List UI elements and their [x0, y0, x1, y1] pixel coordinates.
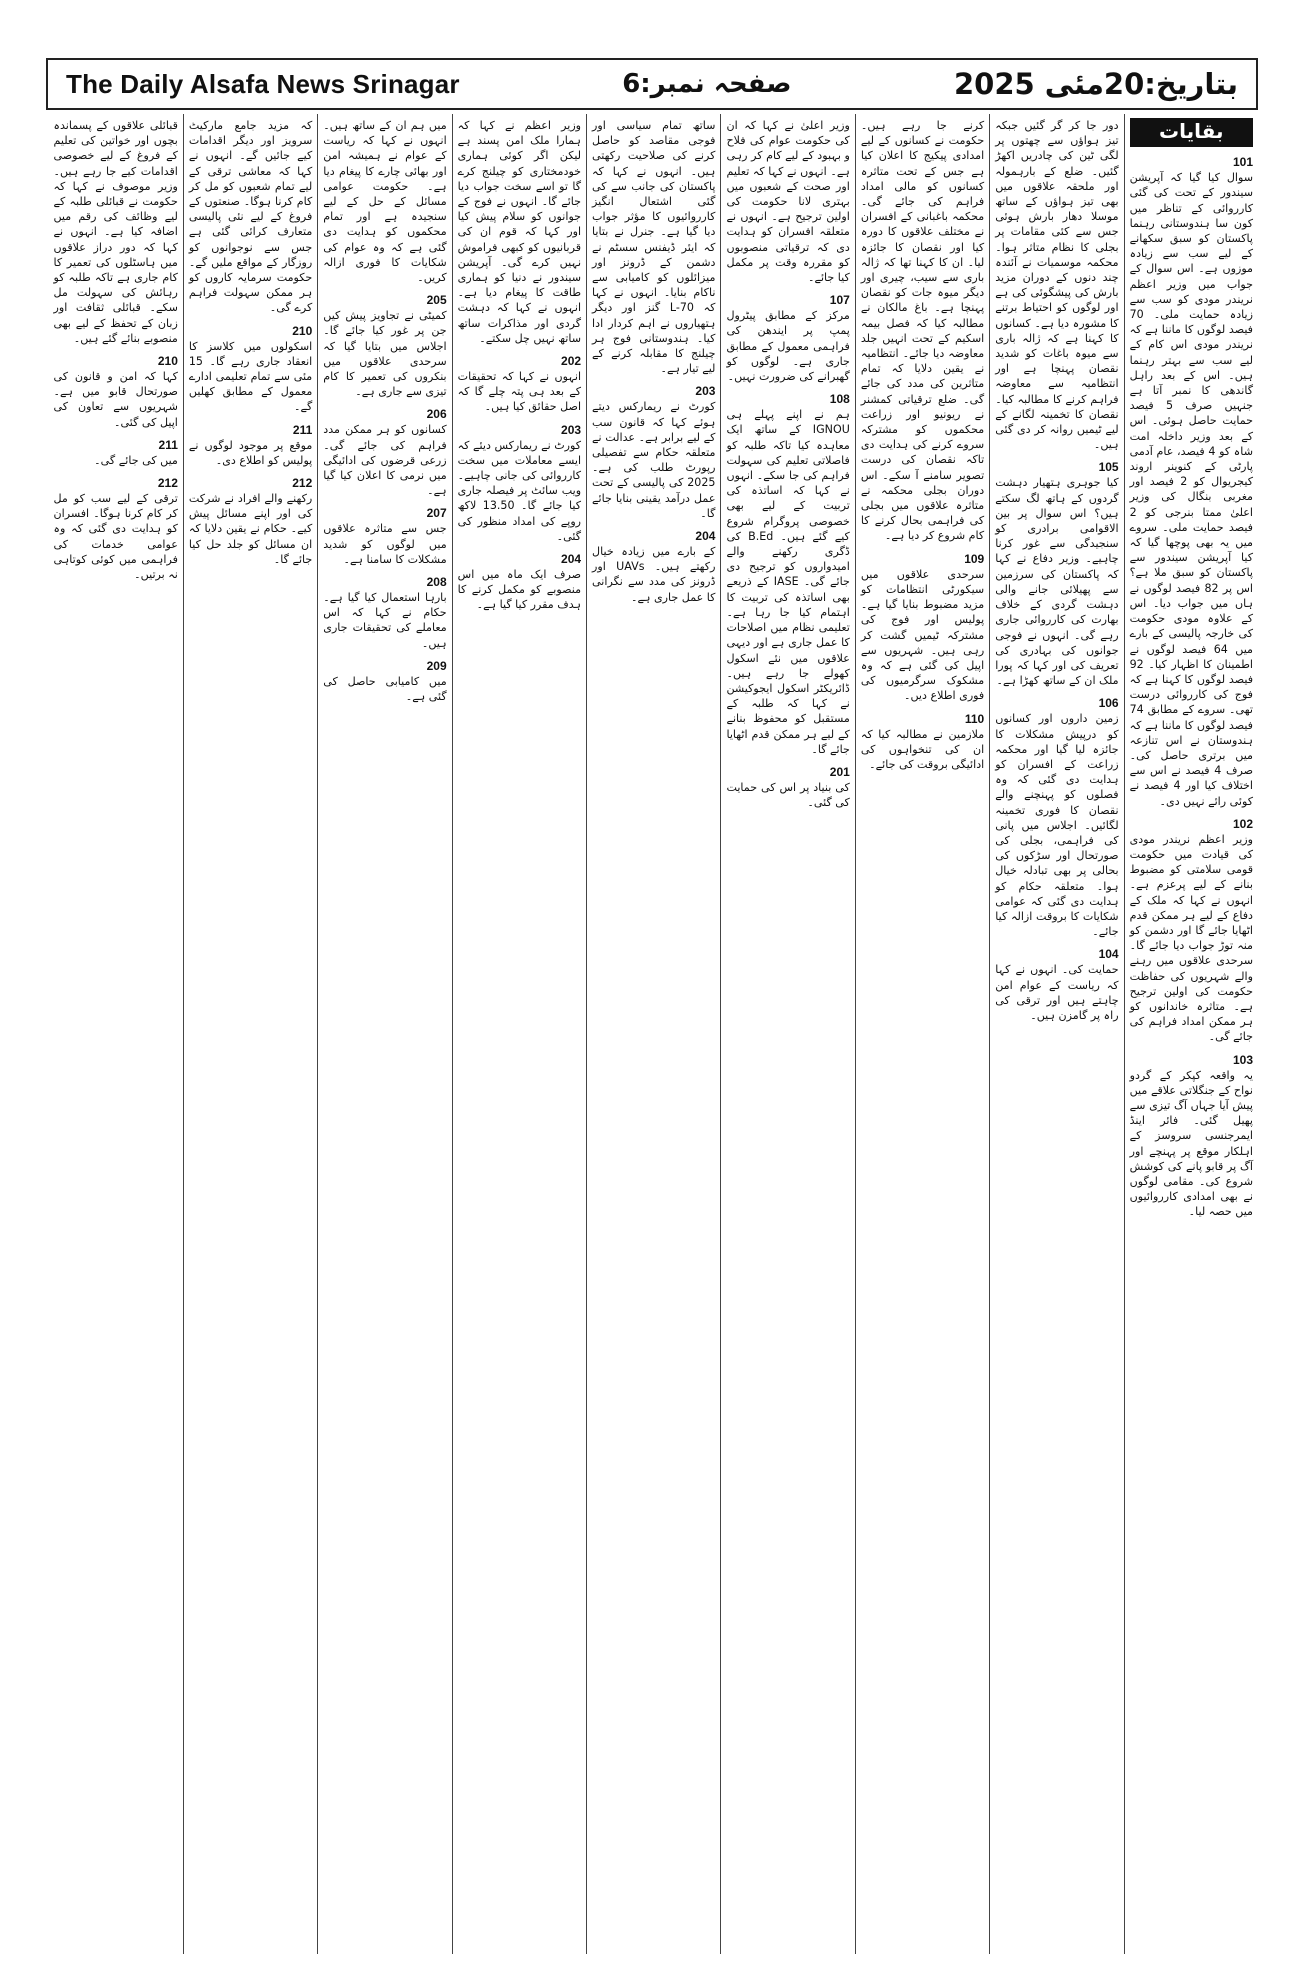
article-text: کہ مزید جامع مارکیٹ سرویز اور دیگر اقدامات کیے جائیں گے۔ انہوں نے کہا کہ معاشی ترقی کے لیے تمام شعبوں کو مل کر کام کرنا ہوگا۔ صنعتوں کے فروغ کے لیے نئی پالیسی متعارف کرائی گئی ہے جس سے نوجوانوں کو روزگار کے مواقع ملیں گے۔ حکومت سرمایہ کاروں کو ہر ممکن سہولت فراہم کرے گی۔ — [188, 119, 313, 315]
continuation-number: 211 — [292, 422, 313, 437]
article-text: کے بارے میں زیادہ خیال رکھتے ہیں۔ UAVs اور ڈرونز کی مدد سے نگرانی کا عمل جاری ہے۔ — [592, 545, 716, 604]
article-text: وزیر اعظم نے کہا کہ ہمارا ملک امن پسند ہے لیکن اگر کوئی ہماری خودمختاری کو چیلنج کرے گا تو اسے سخت جواب دیا جائے گا۔ انہوں نے فوج کے جوانوں کو سلام پیش کیا اور کہا کہ قوم ان کی قربانیوں کو کبھی فراموش نہیں کرے گی۔ آپریشن سیندور نے دنیا کو ہماری طاقت کا پیغام دیا ہے۔ انہوں نے کہا کہ دہشت گردی اور مذاکرات ساتھ ساتھ نہیں چل سکتے۔ — [457, 119, 582, 345]
continuation-number: 105 — [1098, 460, 1119, 475]
article-text: صرف ایک ماہ میں اس منصوبے کو مکمل کرنے کا ہدف مقرر کیا گیا ہے۔ — [457, 568, 582, 612]
article-text: بارہا استعمال کیا گیا ہے۔ حکام نے کہا کہ اس معاملے کی تحقیقات جاری ہیں۔ — [323, 591, 447, 650]
continuation-number: 109 — [964, 551, 985, 566]
newspaper-column — [855, 114, 989, 1954]
newspaper-column — [48, 114, 182, 1954]
article-text: اسکولوں میں کلاسز کا انعقاد جاری رہے گا۔ 15 مئی سے تمام تعلیمی ادارے معمول کے مطابق کھلیں گے۔ — [188, 339, 313, 414]
continuation-number: 108 — [829, 392, 850, 407]
article-text: کورٹ نے ریمارکس دیئے کہ ایسے معاملات میں سخت کارروائی کی جانی چاہیے۔ ویب سائٹ پر فیصلہ جاری کیا جائے گا۔ 13.50 لاکھ روپے کی امداد منظور کی گئی۔ — [457, 438, 582, 543]
continuation-number: 212 — [157, 476, 178, 491]
continuation-number: 209 — [426, 658, 447, 673]
page-number: صفحہ نمبر:6 — [622, 69, 792, 99]
article-text: مرکز کے مطابق پیٹرول پمپ پر ایندھن کی فراہمی معمول کے مطابق جاری ہے۔ لوگوں کو گھبرانے کی ضرورت نہیں۔ — [726, 309, 850, 384]
article-text: ملازمین نے مطالبہ کیا کہ ان کی تنخواہوں کی ادائیگی بروقت کی جائے۔ — [860, 727, 985, 771]
article-text: ہم نے اپنے پہلے ہی IGNOU کے ساتھ ایک معاہدہ کیا تاکہ طلبہ کو فاصلاتی تعلیم کی سہولت فراہم کی جا سکے۔ انہوں نے کہا کہ اساتذہ کی تربیت کے لیے بھی خصوصی پروگرام شروع کیے گئے ہیں۔ B.Ed کی ڈگری رکھنے والے امیدواروں کو ترجیح دی جائے گی۔ IASE کے ذریعے بھی اساتذہ کی تربیت کا اہتمام کیا جا رہا ہے۔ تعلیمی نظام میں اصلاحات کا عمل جاری ہے اور دیہی علاقوں میں نئے اسکول کھولے جا رہے ہیں۔ ڈائریکٹر اسکول ایجوکیشن نے کہا کہ طلبہ کے مستقبل کو محفوظ بنانے کے لیے ہر ممکن قدم اٹھایا جائے گا۔ — [726, 408, 850, 756]
continuation-number: 210 — [157, 354, 178, 369]
continuation-number: 208 — [426, 575, 447, 590]
article-text: موقع پر موجود لوگوں نے پولیس کو اطلاع دی۔ — [188, 438, 313, 467]
article-text: دور جا کر گر گئیں جبکہ تیز ہواؤں سے چھتوں پر لگی ٹین کی چادریں اکھڑ گئیں۔ ضلع کے بارہمولہ اور ملحقہ علاقوں میں بھی تیز ہواؤں کے ساتھ موسلا دھار بارش ہوئی جس سے کئی مقامات پر بجلی کا نظام متاثر ہوا۔ محکمہ موسمیات نے آئندہ چند دنوں کے دوران مزید بارش کی پیشگوئی کی ہے اور لوگوں کو احتیاط برتنے کا مشورہ دیا ہے۔ کسانوں کا کہنا ہے کہ ژالہ باری سے میوہ باغات کو شدید نقصان پہنچا ہے اور انتظامیہ سے معاوضہ فراہم کرنے کا مطالبہ کیا۔ نقصان کا تخمینہ لگانے کے لیے ٹیمیں روانہ کر دی گئی ہیں۔ — [995, 119, 1119, 452]
article-text: میں ہم ان کے ساتھ ہیں۔ انہوں نے کہا کہ ریاست کے عوام نے ہمیشہ امن اور بھائی چارے کا پیغام دیا ہے۔ حکومت عوامی مسائل کے حل کے لیے سنجیدہ ہے اور تمام محکموں کو ہدایت دی گئی ہے کہ وہ عوام کی شکایات کا فوری ازالہ کریں۔ — [323, 119, 447, 285]
newspaper-column — [720, 114, 854, 1954]
continuation-number: 204 — [561, 552, 582, 567]
article-text: حمایت کی۔ انہوں نے کہا کہ ریاست کے عوام امن چاہتے ہیں اور ترقی کی راہ پر گامزن ہیں۔ — [995, 963, 1119, 1022]
continuation-number: 203 — [695, 384, 716, 399]
continuation-number: 211 — [158, 437, 178, 452]
article-text: انہوں نے کہا کہ تحقیقات کے بعد ہی پتہ چلے گا کہ اصل حقائق کیا ہیں۔ — [457, 370, 582, 414]
masthead — [46, 58, 1258, 110]
newspaper-column — [586, 114, 720, 1954]
article-text: جس سے متاثرہ علاقوں میں لوگوں کو شدید مشکلات کا سامنا ہے۔ — [323, 522, 447, 566]
continuation-number: 206 — [426, 407, 447, 422]
continuation-number: 204 — [695, 529, 716, 544]
continuation-number: 203 — [561, 422, 582, 437]
article-text: کیا جوہری ہتھیار دہشت گردوں کے ہاتھ لگ سکتے ہیں؟ اس سوال پر بین الاقوامی برادری کو سنجیدگی سے غور کرنا چاہیے۔ وزیر دفاع نے کہا کہ پاکستان کی سرزمین سے پھیلائی جانے والی دہشت گردی کے خلاف بھارت کی کارروائی جاری رہے گی۔ انہوں نے فوجی جوانوں کی بہادری کی تعریف کی اور کہا کہ پورا ملک ان کے ساتھ کھڑا ہے۔ — [995, 476, 1119, 688]
baqiyat-heading: بقایات — [1130, 118, 1253, 147]
article-text: رکھنے والے افراد نے شرکت کی اور اپنے مسائل پیش کیے۔ حکام نے یقین دلایا کہ ان مسائل کو جلد حل کیا جائے گا۔ — [188, 492, 313, 566]
article-text: میں کامیابی حاصل کی گئی ہے۔ — [323, 674, 447, 704]
newspaper-column — [452, 114, 586, 1954]
article-text: یہ واقعہ کپکر کے گردو نواح کے جنگلاتی علاقے میں پیش آیا جہاں آگ تیزی سے پھیل گئی۔ فائر اینڈ ایمرجنسی سروسز کے اہلکار موقع پر پہنچے اور آگ پر قابو پانے کی کوشش شروع کی۔ مقامی لوگوں نے بھی امدادی کارروائیوں میں حصہ لیا۔ — [1129, 1068, 1253, 1219]
article-text: کرنے جا رہے ہیں۔ حکومت نے کسانوں کے لیے امدادی پیکیج کا اعلان کیا ہے جس کے تحت متاثرہ کسانوں کو مالی امداد فراہم کی جائے گی۔ محکمہ باغبانی کے افسران نے مختلف علاقوں کا دورہ کیا اور نقصان کا جائزہ لیا۔ ان کا کہنا تھا کہ ژالہ باری سے سیب، چیری اور دیگر میوہ جات کو نقصان پہنچا ہے۔ باغ مالکان نے مطالبہ کیا کہ فصل بیمہ اسکیم کے تحت انہیں جلد معاوضہ دیا جائے۔ انتظامیہ نے یقین دلایا کہ تمام متاثرین کی مدد کی جائے گی۔ ضلع ترقیاتی کمشنر نے ریونیو اور زراعت محکموں کو مشترکہ سروے کرنے کی ہدایت دی تاکہ نقصان کی درست تصویر سامنے آ سکے۔ اس دوران بجلی محکمہ نے متاثرہ علاقوں میں بجلی کی فراہمی بحال کرنے کا کام شروع کر دیا ہے۔ — [860, 119, 985, 543]
publication-date: بتاریخ:20مئی 2025 — [953, 67, 1238, 101]
article-text: وزیر اعلیٰ نے کہا کہ ان کی حکومت عوام کی فلاح و بہبود کے لیے کام کر رہی ہے۔ انہوں نے کہا کہ تعلیم اور صحت کے شعبوں میں بہتری لانا حکومت کی اولین ترجیح ہے۔ انہوں نے متعلقہ افسران کو ہدایت دی کہ ترقیاتی منصوبوں کو مقررہ وقت پر مکمل کیا جائے۔ — [726, 119, 850, 285]
continuation-number: 212 — [292, 476, 313, 491]
article-text: کورٹ نے ریمارکس دیتے ہوئے کہا کہ قانون سب کے لیے برابر ہے۔ عدالت نے متعلقہ حکام سے تفصیلی رپورٹ طلب کی ہے۔ 2025 کی پالیسی کے تحت عمل درآمد یقینی بنایا جائے گا۔ — [592, 400, 716, 520]
continuation-number: 106 — [1098, 696, 1119, 711]
continuation-number: 101 — [1232, 155, 1253, 170]
article-text: ترقی کے لیے سب کو مل کر کام کرنا ہوگا۔ افسران کو ہدایت دی گئی کہ وہ عوامی خدمات کی فراہمی میں کوئی کوتاہی نہ برتیں۔ — [53, 492, 178, 582]
continuation-number: 103 — [1232, 1052, 1253, 1067]
article-text: قبائلی علاقوں کے پسماندہ بچوں اور خواتین کی تعلیم کے فروغ کے لیے خصوصی اقدامات کیے جا رہے ہیں۔ وزیر موصوف نے کہا کہ حکومت نے قبائلی طلبہ کے لیے وظائف کی رقم میں اضافہ کیا ہے۔ انہوں نے کہا کہ دور دراز علاقوں میں ہاسٹلوں کی تعمیر کا کام جاری ہے تاکہ طلبہ کو رہائش کی سہولت مل سکے۔ قبائلی ثقافت اور زبان کے تحفظ کے لیے بھی منصوبے بنائے گئے ہیں۔ — [53, 119, 178, 345]
article-text: کی بنیاد پر اس کی حمایت کی گئی۔ — [726, 780, 850, 810]
newspaper-name: The Daily Alsafa News Srinagar — [66, 68, 460, 99]
article-text: سرحدی علاقوں میں سیکورٹی انتظامات کو مزید مضبوط بنایا گیا ہے۔ پولیس اور فوج کی مشترکہ ٹیمیں گشت کر رہی ہیں۔ شہریوں سے اپیل کی گئی ہے کہ وہ مشکوک سرگرمیوں کی فوری اطلاع دیں۔ — [860, 567, 985, 703]
newspaper-column — [317, 114, 451, 1954]
article-text: کمیٹی نے تجاویز پیش کیں جن پر غور کیا جائے گا۔ اجلاس میں بتایا گیا کہ سرحدی علاقوں میں بنکروں کی تعمیر کا کام تیزی سے جاری ہے۔ — [323, 309, 447, 399]
continuation-number: 102 — [1232, 816, 1253, 831]
continuation-number: 110 — [964, 711, 985, 726]
continuation-number: 210 — [292, 323, 313, 338]
article-text: کہا کہ امن و قانون کی صورتحال قابو میں ہے۔ شہریوں سے تعاون کی اپیل کی گئی۔ — [53, 370, 178, 429]
continuation-number: 107 — [829, 293, 850, 308]
article-text: ساتھ تمام سیاسی اور فوجی مقاصد کو حاصل کرنے کی صلاحیت رکھتی ہیں۔ انہوں نے کہا کہ پاکستان کی جانب سے کی گئی اشتعال انگیز کارروائیوں کا مؤثر جواب دیا گیا ہے۔ جنرل نے بتایا کہ ایئر ڈیفنس سسٹم نے دشمن کے ڈرونز اور میزائلوں کو کامیابی سے ناکام بنایا۔ انہوں نے کہا کہ L-70 گنز اور دیگر ہتھیاروں نے اہم کردار ادا کیا۔ ہندوستانی فوج ہر چیلنج کا مقابلہ کرنے کے لیے تیار ہے۔ — [592, 119, 716, 376]
newspaper-column — [183, 114, 317, 1954]
article-text: سوال کیا گیا کہ آپریشن سیندور کے تحت کی گئی کارروائی کے تناظر میں کون سا ہندوستانی رہنما پاکستان کو سبق سکھانے کے لیے سب سے زیادہ موزوں ہے۔ اس سوال کے جواب میں وزیر اعظم نریندر مودی کو سب سے زیادہ حمایت ملی۔ 70 فیصد لوگوں کا ماننا ہے کہ نریندر مودی اس کام کے لیے سب سے بہتر رہنما ہیں۔ اس کے بعد راہل گاندھی کا نمبر آتا ہے جنہیں صرف 5 فیصد حمایت حاصل ہوئی۔ اس کے بعد وزیر داخلہ امت شاہ کو 4 فیصد، عام آدمی پارٹی کے کنوینر اروند کیجریوال کو 2 فیصد اور مغربی بنگال کی وزیر اعلیٰ ممتا بنرجی کو 2 فیصد حمایت ملی۔ سروے میں یہ بھی پوچھا گیا کہ کیا آپریشن سیندور سے پاکستان کو سبق ملا ہے؟ اس پر 82 فیصد لوگوں نے ہاں میں جواب دیا۔ اس کے علاوہ مودی حکومت کی خارجہ پالیسی کے بارے میں 64 فیصد لوگوں نے اطمینان کا اظہار کیا۔ 92 فیصد لوگوں کا کہنا ہے کہ فوج کی کارروائی درست تھی۔ سروے کے مطابق 74 فیصد لوگوں کا ماننا ہے کہ ہندوستان نے اس تنازعہ میں برتری حاصل کی۔ صرف 4 فیصد نے اس سے اختلاف کیا اور 4 فیصد نے کوئی رائے نہیں دی۔ — [1129, 171, 1253, 808]
newspaper-column — [989, 114, 1123, 1954]
article-text: وزیر اعظم نریندر مودی کی قیادت میں حکومت قومی سلامتی کو مضبوط بنانے کے لیے پرعزم ہے۔ انہوں نے کہا کہ ملک کے دفاع کے لیے ہر ممکن قدم اٹھایا جائے گا اور دشمن کو منہ توڑ جواب دیا جائے گا۔ سرحدی علاقوں میں رہنے والے شہریوں کی حفاظت حکومت کی اولین ترجیح ہے۔ متاثرہ خاندانوں کو ہر ممکن امداد فراہم کی جائے گی۔ — [1129, 832, 1253, 1044]
article-text: کسانوں کو ہر ممکن مدد فراہم کی جائے گی۔ زرعی قرضوں کی ادائیگی میں نرمی کا اعلان کیا گیا ہے۔ — [323, 423, 447, 498]
article-text: میں کی جائے گی۔ — [94, 453, 178, 467]
continuation-number: 205 — [426, 293, 447, 308]
continuation-number: 201 — [829, 764, 850, 779]
article-columns — [48, 114, 1258, 1954]
article-text: زمین داروں اور کسانوں کو درپیش مشکلات کا جائزہ لیا گیا اور محکمہ زراعت کے افسران کو ہدایت دی گئی کہ وہ فصلوں کو پہنچنے والے نقصان کا فوری تخمینہ لگائیں۔ اجلاس میں پانی کی فراہمی، بجلی کی صورتحال اور سڑکوں کی بحالی پر بھی تبادلہ خیال ہوا۔ متعلقہ حکام کو ہدایت دی گئی کہ عوامی شکایات کا بروقت ازالہ کیا جائے۔ — [995, 712, 1119, 939]
newspaper-column — [1124, 114, 1258, 1954]
continuation-number: 207 — [426, 506, 447, 521]
continuation-number: 104 — [1098, 947, 1119, 962]
continuation-number: 202 — [561, 354, 582, 369]
